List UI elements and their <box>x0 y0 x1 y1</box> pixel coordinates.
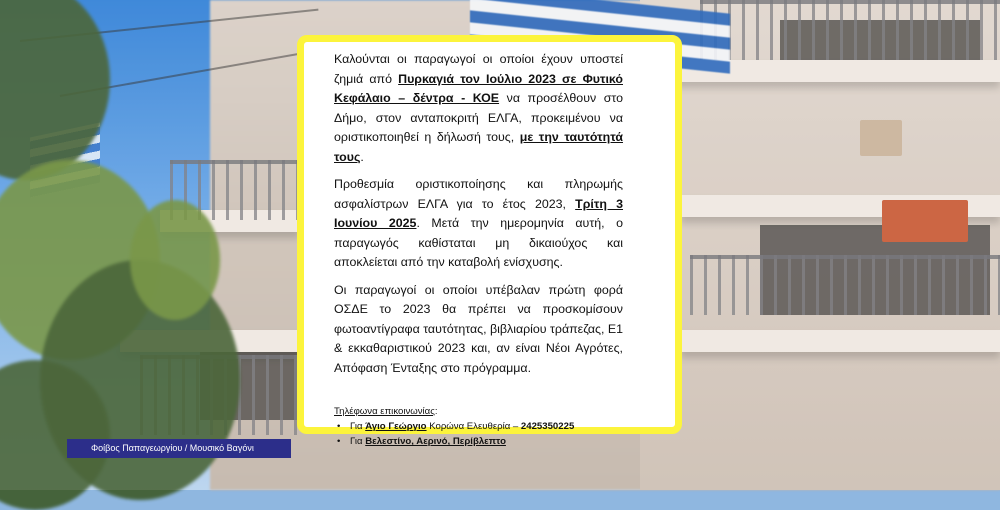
contact-item: • Για Άγιο Γεώργιο Κορώνα Ελευθερία – 2425350225 <box>334 419 623 434</box>
contact-item: • Για Βελεστίνο, Αερινό, Περίβλεπτο <box>334 434 623 449</box>
contacts-list <box>334 419 623 449</box>
contacts-heading: Τηλέφωνα επικοινωνίας: <box>334 406 438 417</box>
emphasis-deadline-date: Τρίτη 3 Ιουνίου 2025 <box>334 196 624 230</box>
contact-phone: 2425350225 <box>520 421 575 432</box>
contact-place: Άγιο Γεώργιο <box>365 421 427 432</box>
emphasis-fire-event: Πυρκαγιά τον Ιούλιο 2023 σε Φυτικό Κεφάλαιο – δέντρα - ΚΟΕ <box>334 71 623 105</box>
paragraph-required-documents: Οι παραγωγοί οι οποίοι υπέβαλαν πρώτη φορά ΟΣΔΕ το 2023 θα πρέπει να προσκομίσουν φωτοαντίγραφα ταυτότητας, βιβλιαρίου τράπεζας, Ε1 & εκκαθαριστικού 2023 και, αν είναι Νέοι Αγρότες, Απόφαση Ένταξης στο πρόγραμμα. <box>334 282 624 375</box>
contacts-section <box>334 404 623 449</box>
emphasis-id-card: με την ταυτότητά τους <box>334 130 623 164</box>
photo-credit: Φοίβος Παπαγεωργίου / Μουσικό Βαγόνι <box>67 439 291 458</box>
paragraph-damage-notice: Καλούνται οι παραγωγοί οι οποίοι έχουν υποστεί ζημιά από Πυρκαγιά τον Ιούλιο 2023 σε Φυτικό Κεφάλαιο – δέντρα - ΚΟΕ να προσέλθουν στο Δήμο, στον ανταποκριτή ΕΛΓΑ, προκειμένου να οριστικοποιηθεί η δήλωσή τους, με την ταυτότητά τους. <box>334 52 623 164</box>
contact-place: Βελεστίνο, Αερινό, Περίβλεπτο <box>365 436 506 447</box>
paragraph-deadline: Προθεσμία οριστικοποίησης και πληρωμής ασφαλίστρων ΕΛΓΑ για το έτος 2023, Τρίτη 3 Ιουνίου 2025. Μετά την ημερομηνία αυτή, ο παραγωγός καθίσταται μη δικαιούχος και αποκλείεται από την καταβολή ενίσχυσης. <box>334 177 624 269</box>
announcement-document <box>297 35 682 447</box>
